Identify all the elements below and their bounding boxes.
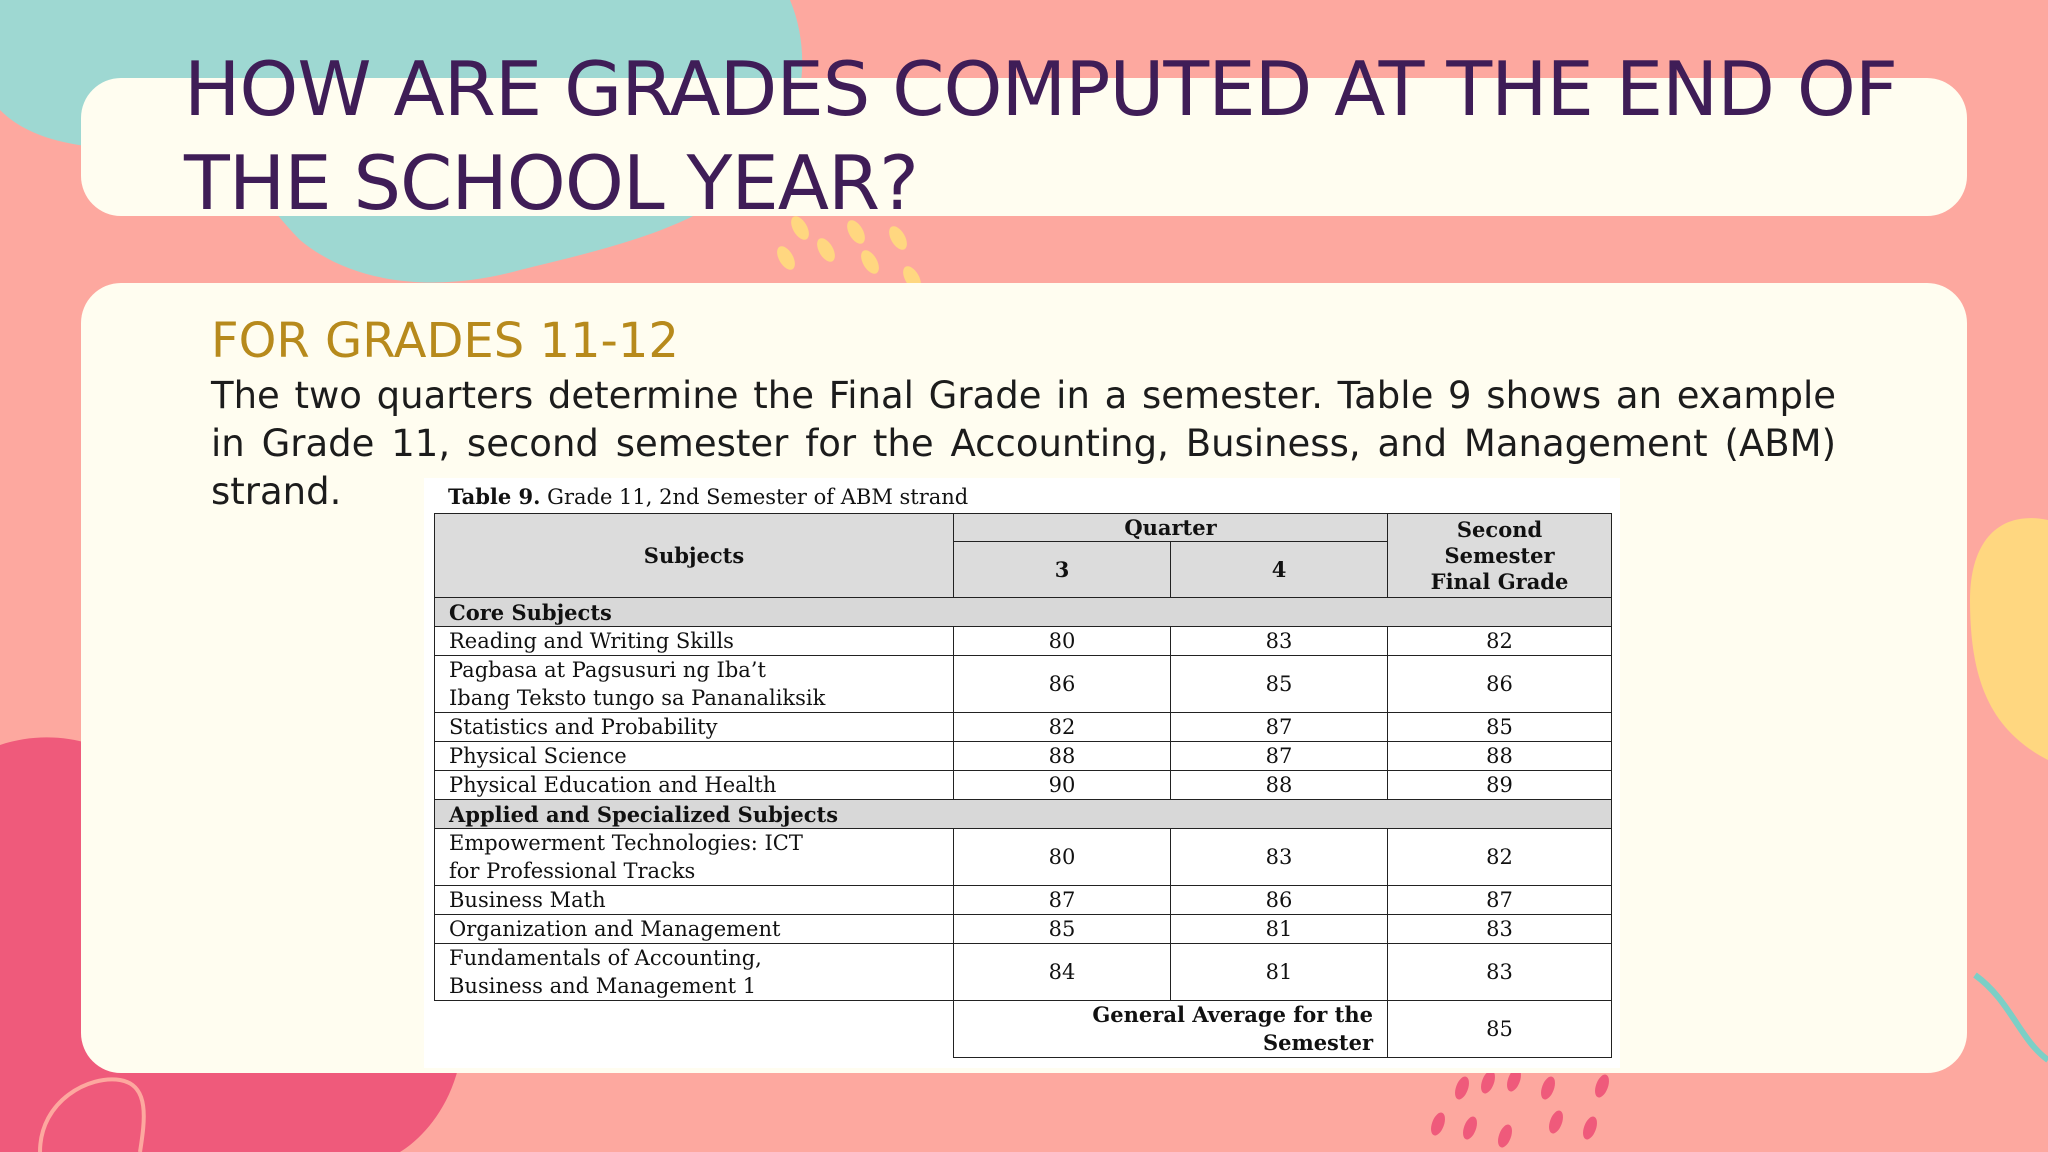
header-quarter-3: 3 bbox=[954, 542, 1171, 598]
general-average-label-line: General Average for the bbox=[1092, 1002, 1374, 1027]
grade-final-cell: 88 bbox=[1388, 742, 1612, 771]
subject-cell bbox=[435, 627, 954, 656]
section-name: Applied and Specialized Subjects bbox=[435, 800, 1612, 829]
grade-final-cell: 83 bbox=[1388, 944, 1612, 1001]
header-final-line: Final Grade bbox=[1430, 568, 1569, 594]
table-caption-label: Table 9. bbox=[448, 484, 541, 509]
subject-line: Business Math bbox=[449, 888, 606, 912]
general-average-label-line: Semester bbox=[1262, 1030, 1374, 1055]
grade-final-cell: 85 bbox=[1388, 713, 1612, 742]
grade-q3-cell: 90 bbox=[954, 771, 1171, 800]
table-row bbox=[435, 627, 1612, 656]
subject-line: Fundamentals of Accounting, bbox=[449, 946, 762, 970]
grade-final-cell: 89 bbox=[1388, 771, 1612, 800]
subject-line: Ibang Teksto tungo sa Pananaliksik bbox=[449, 686, 826, 710]
grade-q3-cell: 86 bbox=[954, 656, 1171, 713]
pink-dots bbox=[1428, 1067, 1611, 1150]
grade-q4-cell: 88 bbox=[1171, 771, 1388, 800]
grade-q3-cell: 80 bbox=[954, 627, 1171, 656]
grade-q4-cell: 87 bbox=[1171, 713, 1388, 742]
grade-final-cell: 82 bbox=[1388, 627, 1612, 656]
subject-line: for Professional Tracks bbox=[449, 859, 696, 883]
header-final-grade bbox=[1388, 514, 1612, 598]
grade-q3-cell: 87 bbox=[954, 886, 1171, 915]
subject-cell bbox=[435, 886, 954, 915]
grade-final-cell: 87 bbox=[1388, 886, 1612, 915]
grade-q4-cell: 81 bbox=[1171, 915, 1388, 944]
yellow-blob bbox=[1970, 518, 2048, 760]
subject-cell bbox=[435, 915, 954, 944]
subject-cell bbox=[435, 656, 954, 713]
subject-line: Organization and Management bbox=[449, 917, 781, 941]
teal-line bbox=[1975, 975, 2048, 1060]
subject-cell bbox=[435, 742, 954, 771]
grade-final-cell: 83 bbox=[1388, 915, 1612, 944]
header-final-line: Semester bbox=[1444, 542, 1555, 568]
grade-q3-cell: 84 bbox=[954, 944, 1171, 1001]
grade-q4-cell: 81 bbox=[1171, 944, 1388, 1001]
grade-final-cell: 82 bbox=[1388, 829, 1612, 886]
subject-line: Statistics and Probability bbox=[449, 715, 718, 739]
table-row bbox=[435, 915, 1612, 944]
subject-cell bbox=[435, 829, 954, 886]
general-average-row bbox=[435, 1001, 1612, 1058]
grade-q3-cell: 82 bbox=[954, 713, 1171, 742]
grade-q3-cell: 80 bbox=[954, 829, 1171, 886]
table-row bbox=[435, 944, 1612, 1001]
subject-line: Empowerment Technologies: ICT bbox=[449, 831, 803, 855]
header-subjects: Subjects bbox=[435, 514, 954, 598]
subject-cell bbox=[435, 944, 954, 1001]
slide-title: HOW ARE GRADES COMPUTED AT THE END OF THE SCHOOL YEAR? bbox=[184, 45, 1898, 227]
grade-q4-cell: 83 bbox=[1171, 627, 1388, 656]
header-final-line: Second bbox=[1456, 516, 1543, 542]
table-row bbox=[435, 771, 1612, 800]
blank-cell bbox=[435, 1001, 954, 1058]
grade-q3-cell: 88 bbox=[954, 742, 1171, 771]
subject-line: Physical Science bbox=[449, 744, 627, 768]
table-row bbox=[435, 742, 1612, 771]
grade-q4-cell: 85 bbox=[1171, 656, 1388, 713]
subject-line: Reading and Writing Skills bbox=[449, 629, 734, 653]
grade-table-image bbox=[424, 478, 1620, 1068]
subject-line: Physical Education and Health bbox=[449, 773, 777, 797]
general-average-value: 85 bbox=[1388, 1001, 1612, 1058]
table-body bbox=[435, 598, 1612, 1058]
grade-q3-cell: 85 bbox=[954, 915, 1171, 944]
grade-final-cell: 86 bbox=[1388, 656, 1612, 713]
general-average-label bbox=[954, 1001, 1388, 1058]
table-row bbox=[435, 713, 1612, 742]
subject-line: Business and Management 1 bbox=[449, 974, 757, 998]
section-name: Core Subjects bbox=[435, 598, 1612, 627]
header-quarter-4: 4 bbox=[1171, 542, 1388, 598]
table-row bbox=[435, 656, 1612, 713]
section-row bbox=[435, 800, 1612, 829]
table-row bbox=[435, 886, 1612, 915]
header-quarter: Quarter bbox=[954, 514, 1388, 542]
table-caption bbox=[448, 484, 968, 509]
description-paragraph: The two quarters determine the Final Grade in a semester. Table 9 shows an example in Grade 11, second semester for the Accounting, Business, and Management (ABM) strand. bbox=[211, 374, 1836, 513]
grade-q4-cell: 86 bbox=[1171, 886, 1388, 915]
section-heading: FOR GRADES 11-12 bbox=[211, 313, 679, 369]
grade-q4-cell: 87 bbox=[1171, 742, 1388, 771]
subject-cell bbox=[435, 771, 954, 800]
table-row bbox=[435, 829, 1612, 886]
table-caption-text: Grade 11, 2nd Semester of ABM strand bbox=[547, 485, 969, 509]
section-row bbox=[435, 598, 1612, 627]
subject-line: Pagbasa at Pagsusuri ng Iba’t bbox=[449, 658, 766, 682]
grade-q4-cell: 83 bbox=[1171, 829, 1388, 886]
grade-table bbox=[434, 513, 1612, 1058]
subject-cell bbox=[435, 713, 954, 742]
